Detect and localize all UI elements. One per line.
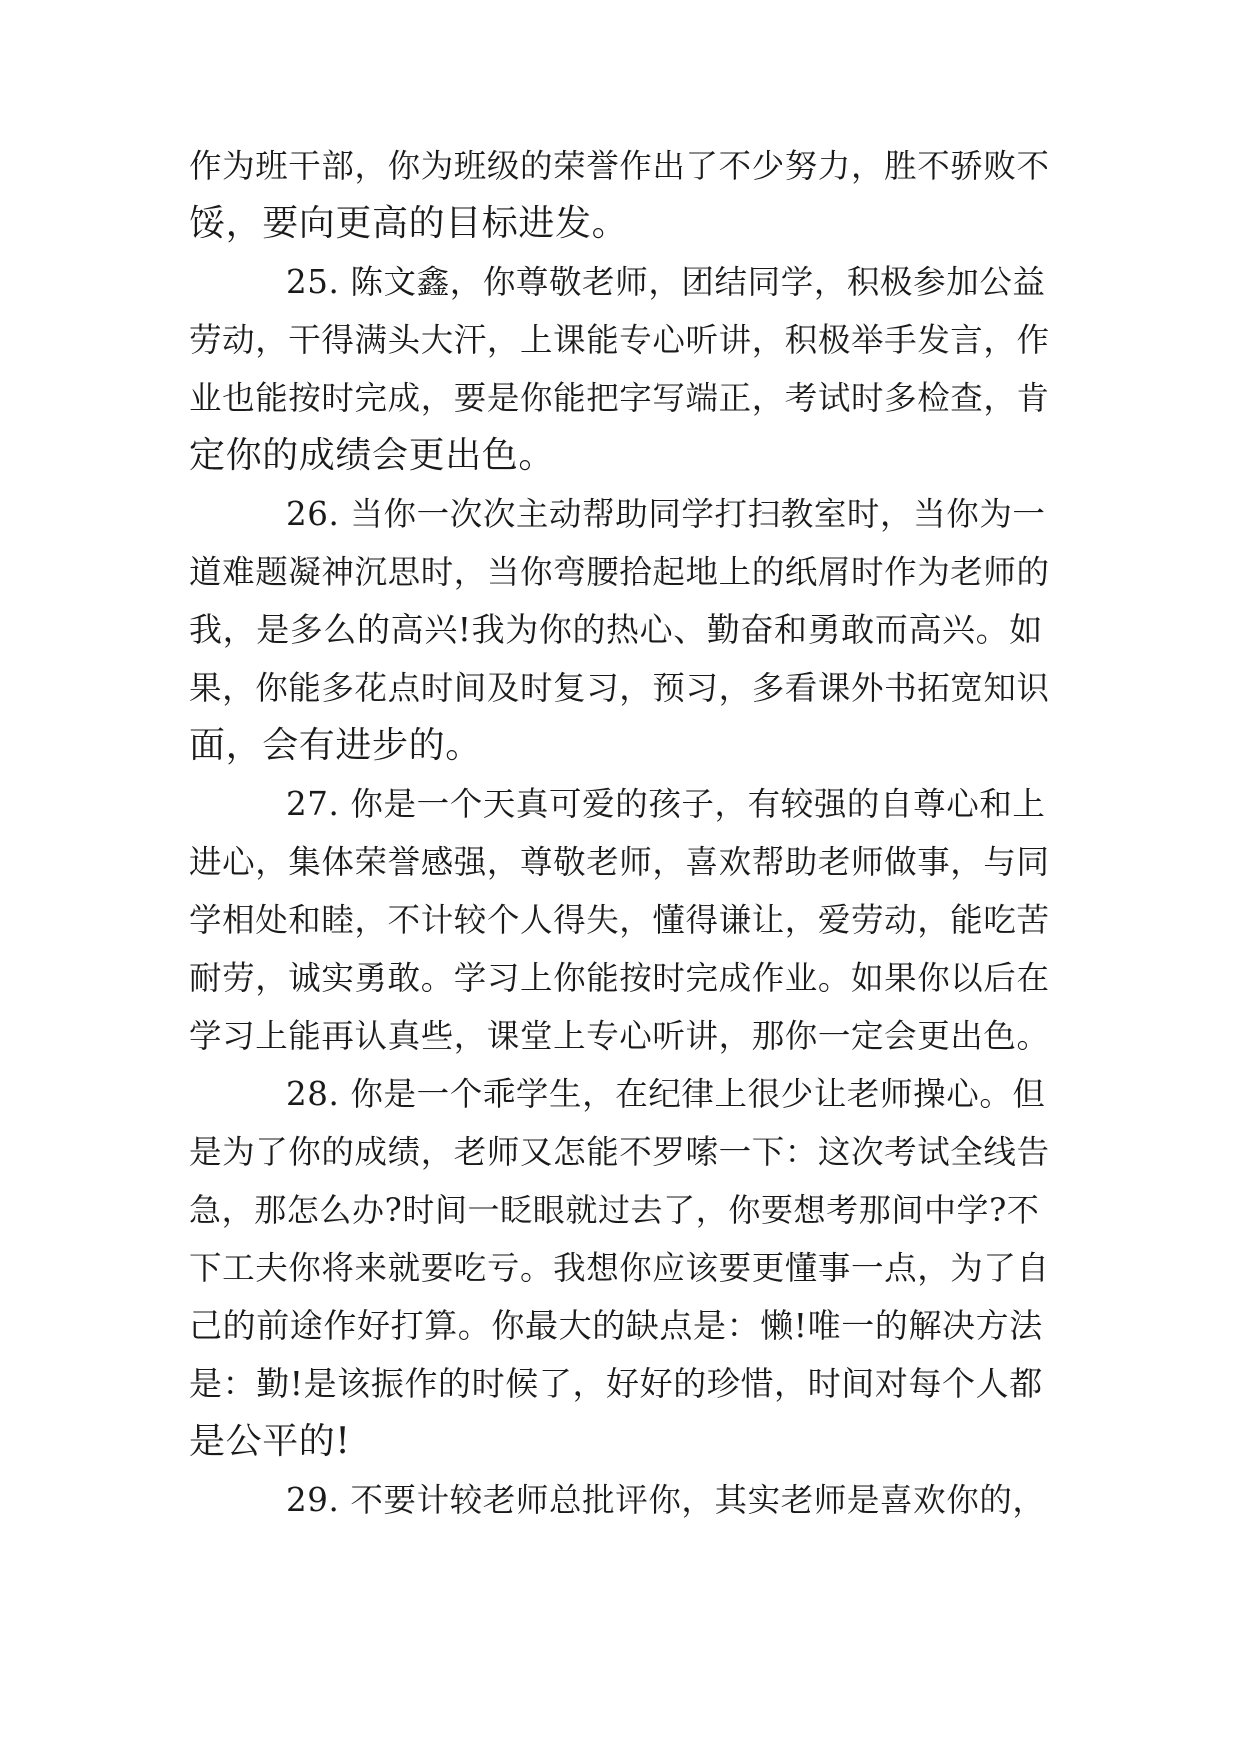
text-line: 进心，集体荣誉感强，尊敬老师，喜欢帮助老师做事，与同 bbox=[189, 843, 1050, 881]
text-line: 道难题凝神沉思时，当你弯腰拾起地上的纸屑时作为老师的 bbox=[189, 553, 1050, 591]
text-line: 面，会有进步的。 bbox=[189, 725, 482, 766]
text-line: 学习上能再认真些，课堂上专心听讲，那你一定会更出色。 bbox=[189, 1017, 1050, 1055]
text-line: 下工夫你将来就要吃亏。我想你应该要更懂事一点，为了自 bbox=[189, 1249, 1050, 1287]
text-line: 急，那怎么办?时间一眨眼就过去了，你要想考那间中学?不 bbox=[189, 1191, 1040, 1229]
text-line: 我，是多么的高兴!我为你的热心、勤奋和勇敢而高兴。如 bbox=[189, 610, 1043, 649]
paragraph-29-start: 29. 不要计较老师总批评你，其实老师是喜欢你的， bbox=[286, 1481, 1046, 1519]
paragraph-28-start: 28. 你是一个乖学生，在纪律上很少让老师操心。但 bbox=[286, 1075, 1046, 1113]
paragraph-27-start: 27. 你是一个天真可爱的孩子，有较强的自尊心和上 bbox=[286, 785, 1046, 823]
text-line: 是公平的! bbox=[189, 1421, 351, 1462]
text-line: 是为了你的成绩，老师又怎能不罗嗦一下：这次考试全线告 bbox=[189, 1133, 1050, 1171]
text-line: 劳动，干得满头大汗，上课能专心听讲，积极举手发言，作 bbox=[189, 321, 1050, 359]
paragraph-25-start: 25. 陈文鑫，你尊敬老师，团结同学，积极参加公益 bbox=[286, 263, 1046, 301]
text-line: 是：勤!是该振作的时候了，好好的珍惜，时间对每个人都 bbox=[189, 1364, 1043, 1403]
text-line: 馁，要向更高的目标进发。 bbox=[189, 203, 629, 244]
paragraph-26-start: 26. 当你一次次主动帮助同学打扫教室时，当你为一 bbox=[286, 495, 1046, 533]
text-line: 业也能按时完成，要是你能把字写端正，考试时多检查，肯 bbox=[189, 379, 1050, 417]
text-line: 耐劳，诚实勇敢。学习上你能按时完成作业。如果你以后在 bbox=[189, 959, 1050, 997]
text-line: 定你的成绩会更出色。 bbox=[189, 435, 556, 476]
text-line: 学相处和睦，不计较个人得失，懂得谦让，爱劳动，能吃苦 bbox=[189, 901, 1050, 939]
text-line: 作为班干部，你为班级的荣誉作出了不少努力，胜不骄败不 bbox=[189, 147, 1050, 185]
text-line: 己的前途作好打算。你最大的缺点是：懒!唯一的解决方法 bbox=[189, 1306, 1043, 1345]
text-line: 果，你能多花点时间及时复习，预习，多看课外书拓宽知识 bbox=[189, 669, 1050, 707]
